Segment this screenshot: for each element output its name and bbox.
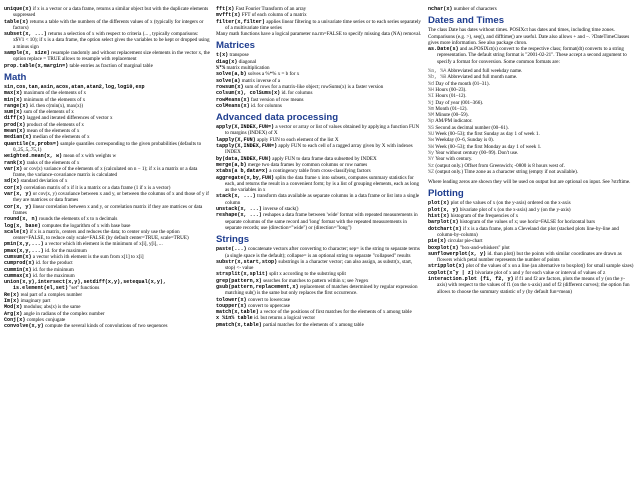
format-code: %H bbox=[428, 86, 435, 93]
entry-description: Second as decimal number (00–61). bbox=[434, 124, 509, 131]
function-signature: strsplit(x,split) bbox=[216, 271, 268, 278]
entry-description: product of the elements of x bbox=[25, 121, 84, 128]
function-signature: solve(a,b) bbox=[216, 71, 247, 78]
entry-description: id. than plot() but the points with similar coordinates are drawn as flowers which petal number represents the number of points bbox=[437, 250, 622, 264]
format-code: %w bbox=[428, 137, 435, 144]
function-signature: gsub(pattern,replacement,x) bbox=[216, 283, 299, 290]
note-paragraph: Where leading zeros are shown they will be used on output but are optional on input. See ?strftime. bbox=[428, 179, 631, 186]
entry-description: table entries as fraction of marginal table bbox=[68, 62, 153, 69]
function-signature: Arg(x) bbox=[4, 310, 23, 317]
entry-description: Fast Fourier Transform of an array bbox=[234, 6, 307, 12]
function-entry bbox=[216, 259, 422, 272]
entry-description: mean of the elements of x bbox=[25, 128, 80, 135]
format-code: %p bbox=[428, 118, 435, 125]
entry-description: Week (00–53); the first Sunday as day 1 of week 1. bbox=[434, 131, 540, 138]
paragraph: Many math functions have a logical parameter na.rm=FALSE to specify missing data (NA) removal. bbox=[216, 31, 422, 38]
function-signature: Mod(x) bbox=[4, 304, 23, 311]
function-entry bbox=[216, 143, 422, 156]
function-signature: plot(x, y) bbox=[428, 206, 459, 213]
entry-description: id. for the maximum bbox=[43, 247, 87, 254]
format-code: %y bbox=[428, 149, 435, 156]
function-entry bbox=[216, 284, 422, 297]
entry-description: histogram of the values of x; use horiz=FALSE for horizontal bars bbox=[458, 219, 596, 226]
entry-description: if x is a vector or a data frame, returns a similar object but with the duplicate elements suppressed bbox=[13, 6, 209, 19]
entry-description: bivariate plot of x and y for each value or interval of values of z bbox=[473, 269, 606, 276]
column-1 bbox=[4, 6, 210, 330]
function-signature: match(x,table) bbox=[216, 309, 259, 316]
function-signature: hist(x) bbox=[428, 213, 450, 220]
function-signature: substr(x,start,stop) bbox=[216, 258, 278, 265]
entry-description: fast version of row means bbox=[249, 96, 304, 103]
function-signature: subset(x, ...) bbox=[4, 31, 47, 38]
entry-description: solves a %*% x = b for x bbox=[246, 71, 300, 78]
function-signature: stack(x, ...) bbox=[216, 193, 256, 200]
entry-description: a vector which ith element is the sum from x[1] to x[i] bbox=[31, 253, 144, 260]
function-signature: colMeans(x) bbox=[216, 102, 250, 109]
entry-description: AM/PM indicator. bbox=[434, 118, 473, 125]
paragraph: The class Date has dates without times. POSIXct has dates and times, including time zones. Comparisons (e.g. >), seq(), and difftime() are useful. Date also allows + and −. ?DateTimeClasses gives more information. See also package chron. bbox=[428, 27, 630, 46]
entry-description: diagonal bbox=[237, 58, 257, 65]
function-signature: coplot(x˜y | z) bbox=[428, 269, 474, 276]
entry-description: complex conjugate bbox=[25, 316, 66, 323]
entry-description: a vector of the positions of first matches for the elements of x among table bbox=[258, 309, 412, 316]
format-code: %S bbox=[428, 124, 435, 131]
function-signature: interaction.plot (f1, f2, y) bbox=[428, 275, 514, 282]
entry-description: histogram of the frequencies of x bbox=[449, 213, 519, 220]
entry-description: if x is a matrix, centers and reduces the data; to center only use the option center=FALSE, to reduce only scale=FALSE (by default center=TRUE, scale=TRUE) bbox=[13, 228, 189, 242]
function-signature: plot(x) bbox=[428, 200, 450, 207]
function-signature: sum(x) bbox=[4, 109, 23, 116]
function-signature: aggregate(x,by,FUN) bbox=[216, 174, 275, 181]
function-signature: merge(a,b) bbox=[216, 161, 247, 168]
function-signature: lapply(X,FUN) bbox=[216, 136, 256, 143]
entry-description: splits the data frame x into subsets, computes summary statistics for each, and returns the result in a convenient form; by is a list of grouping elements, each as long as the variables in x bbox=[225, 174, 420, 194]
entry-description: returns a table with the numbers of the differents values of x (typically for integers or factors) bbox=[13, 18, 204, 31]
entry-description: standard deviation of x bbox=[19, 178, 68, 185]
section-heading: Advanced data processing bbox=[216, 112, 339, 124]
function-entry bbox=[4, 31, 210, 50]
function-signature: grep(pattern,x) bbox=[216, 277, 262, 284]
function-signature: mvfft(x) bbox=[216, 12, 241, 19]
function-signature: max(x) bbox=[4, 90, 23, 97]
entry-description: median of the elements of x bbox=[31, 134, 90, 141]
function-signature: stripplot(x) bbox=[428, 263, 465, 270]
entry-description: returns a selection of x with respect to criteria (... , typically comparisons: x$V1 < 10); if x is a data frame, the option select gives the variables to be kept or dropped using a minus sign bbox=[13, 31, 210, 50]
function-signature: rowMeans(x) bbox=[216, 96, 250, 103]
function-signature: x %in% table bbox=[216, 315, 253, 322]
function-signature: pmax(x,y,...) bbox=[4, 247, 44, 254]
function-signature: diag(x) bbox=[216, 58, 238, 65]
function-signature: cumsum(x) bbox=[4, 253, 32, 260]
entry-description: Week (00–53); the first Monday as day 1 of week 1. bbox=[434, 143, 542, 150]
section-heading: Math bbox=[4, 71, 27, 83]
format-item bbox=[428, 169, 634, 175]
entry-description: id. then c(min(x), max(x)) bbox=[28, 102, 84, 109]
entry-description: minimum of the elements of x bbox=[22, 96, 86, 103]
function-signature: log(x, base) bbox=[4, 222, 41, 229]
entry-description: convert to lowercase bbox=[246, 296, 290, 303]
entry-description: if x is a data frame, plots a Cleveland dot plot (stacked plots line-by-line and column-by-column) bbox=[437, 225, 619, 238]
entry-description: Weekday (0–6, Sunday is 0). bbox=[434, 137, 495, 144]
function-entry bbox=[216, 212, 422, 231]
entry-description: id. but returns a logical vector bbox=[252, 315, 316, 322]
function-signature: prod(x) bbox=[4, 121, 26, 128]
function-entry bbox=[4, 279, 210, 292]
entry-description: rounds the elements of x to n decimals bbox=[37, 216, 118, 223]
entry-description: id. for columns bbox=[280, 90, 313, 97]
function-entry bbox=[4, 204, 210, 217]
entry-description: or cov(x, y) covariance between x and y, or between the columns of x and those of y if they are matrices or data frames bbox=[13, 191, 209, 204]
format-code: %a, %A bbox=[428, 68, 447, 75]
function-signature: filter(x,filter) bbox=[216, 18, 265, 25]
entry-description: computes the logarithm of x with base base bbox=[40, 222, 131, 229]
function-entry bbox=[216, 19, 422, 32]
function-entry bbox=[4, 229, 210, 242]
entry-description: partial matches for the elements of x among table bbox=[261, 321, 364, 328]
function-signature: unique(x) bbox=[4, 6, 32, 12]
function-signature: sunflowerplot(x, y) bbox=[428, 250, 487, 257]
entry-description: sum of rows for a matrix-like object; rowSums(x) is a faster version bbox=[243, 83, 384, 90]
format-code: %W bbox=[428, 143, 435, 150]
entry-description: transform data available as separate columns in a data frame or list into a single column bbox=[225, 193, 420, 206]
entry-description: Hours (00–23). bbox=[434, 86, 467, 93]
function-signature: round(x, n) bbox=[4, 216, 38, 223]
entry-description: imaginary part bbox=[19, 298, 51, 305]
entry-description: matrix multiplication bbox=[225, 65, 270, 72]
function-signature: scale(x) bbox=[4, 228, 29, 235]
entry-description: compute the several kinds of convolutions of two sequences bbox=[43, 323, 168, 330]
format-code: %M bbox=[428, 112, 435, 119]
function-signature: Re(x) bbox=[4, 291, 20, 298]
entry-description: Month (01–12). bbox=[434, 105, 468, 112]
function-entry bbox=[428, 46, 634, 65]
format-code: %U bbox=[428, 131, 435, 138]
section-heading: Dates and Times bbox=[428, 15, 505, 27]
function-signature: colsum(x), colSums(x) bbox=[216, 90, 281, 97]
format-code: %m bbox=[428, 105, 435, 112]
function-signature: by(data,INDEX,FUN) bbox=[216, 155, 272, 162]
function-signature: Conj(x) bbox=[4, 316, 26, 323]
entry-description: apply FUN to each element of the list X bbox=[255, 136, 339, 143]
entry-description: searches for matches to pattern within x; see ?regex bbox=[261, 277, 369, 284]
function-signature: pmin(x,y,...) bbox=[4, 241, 44, 248]
section-heading: Strings bbox=[216, 234, 250, 246]
function-signature: rowsum(x) bbox=[216, 83, 244, 90]
entry-description: id. for the product bbox=[34, 260, 73, 267]
function-signature: var(x) bbox=[4, 165, 23, 172]
entry-description: angle in radians of the complex number bbox=[22, 310, 105, 317]
function-signature: prop.table(x,margin=) bbox=[4, 62, 69, 69]
function-signature: tolower(x) bbox=[216, 296, 247, 303]
function-signature: diff(x) bbox=[4, 115, 26, 122]
column-3 bbox=[428, 6, 634, 295]
function-signature: solve(a) bbox=[216, 77, 241, 84]
entry-description: Minute (00–59). bbox=[434, 112, 469, 119]
entry-description: reshapes a data frame between 'wide' format with repeated measurements in separate columns of the same record and 'long' format with the repeated measurements in separate records; use (direction="wide") or (direction="long") bbox=[225, 212, 418, 231]
entry-description: mean of x with weights w bbox=[62, 153, 117, 160]
entry-description: linear correlation between x and y, or correlation matrix if they are matrices or data frames bbox=[13, 203, 203, 216]
entry-description: plot of the values of x on a line (an alternative to boxplot() for small sample sizes) bbox=[464, 263, 634, 270]
function-signature: dotchart(x) bbox=[428, 225, 462, 232]
entry-description: or cov(x) variance of the elements of x (calculated on n − 1); if x is a matrix or a data frame, the variance-covariance matrix is calculated bbox=[13, 165, 198, 179]
function-signature: mean(x) bbox=[4, 128, 26, 135]
function-entry bbox=[216, 193, 422, 206]
entry-description: "set" functions bbox=[68, 285, 100, 292]
entry-description: applies linear filtering to a univariate time series or to each series separately of a multivariate time series bbox=[225, 18, 421, 31]
function-signature: unstack(x, ...) bbox=[216, 206, 262, 213]
format-code: %b, %B bbox=[428, 74, 447, 81]
entry-description: Abbreviated and full month name. bbox=[446, 74, 518, 81]
column-2 bbox=[216, 6, 422, 328]
function-entry bbox=[428, 276, 634, 295]
format-code: %j bbox=[428, 99, 435, 106]
format-code: %I bbox=[428, 93, 435, 100]
function-signature: cumprod(x) bbox=[4, 260, 35, 267]
function-signature: paste(...) bbox=[216, 246, 247, 253]
function-signature: Im(x) bbox=[4, 298, 20, 305]
function-signature: toupper(x) bbox=[216, 302, 247, 309]
entry-description: resample randomly and without replacement size elements in the vector x, the option replace = TRUE allows to resample with replacement bbox=[13, 50, 210, 63]
function-signature: rank(x) bbox=[4, 159, 26, 166]
entry-description: sum of the elements of x bbox=[22, 109, 74, 116]
entry-description: Day of the month (01–31). bbox=[434, 80, 490, 87]
function-signature: fft(x) bbox=[216, 6, 235, 12]
function-signature: sample(x, size) bbox=[4, 50, 50, 57]
function-entry bbox=[4, 141, 210, 154]
entry-description: split x according to the substring split bbox=[267, 271, 346, 278]
function-entry bbox=[216, 103, 422, 109]
function-signature: t(x) bbox=[216, 52, 229, 59]
entry-description: apply FUN to each cell of a ragged array given by X with indexes INDEX bbox=[225, 143, 413, 156]
function-signature: cor(x, y) bbox=[4, 203, 32, 210]
function-entry bbox=[4, 6, 210, 19]
function-entry bbox=[428, 6, 634, 12]
function-entry bbox=[428, 251, 634, 264]
entry-description: Year without century (00–99). Don't use. bbox=[434, 149, 519, 156]
entry-description: (output only.) Offset from Greenwich; -0800 is 8 hours west of. bbox=[434, 162, 565, 169]
entry-description: correlation matrix of x if it is a matrix or a data frame (1 if x is a vector) bbox=[22, 184, 171, 191]
function-signature: nchar(x) bbox=[428, 6, 453, 12]
entry-description: sample quantiles corresponding to the given probabilities (defaults to 0,.25,.5,.75,1) bbox=[13, 140, 202, 153]
function-entry bbox=[4, 63, 210, 69]
entry-description: apply FUN to data frame data subsetted by INDEX bbox=[271, 155, 377, 162]
function-signature: sin,cos,tan,asin,acos,atan,atan2,log,log10,exp bbox=[4, 83, 145, 90]
entry-description: "box-and-whiskers" plot bbox=[458, 244, 510, 251]
entry-description: number of characters bbox=[452, 6, 497, 12]
function-signature: pmatch(x,table) bbox=[216, 321, 262, 328]
entry-description: transpose bbox=[228, 52, 249, 59]
function-entry bbox=[216, 322, 422, 328]
function-signature: reshape(x, ...) bbox=[216, 212, 262, 219]
function-signature: %*% bbox=[216, 65, 226, 72]
entry-description: id. for the maximum bbox=[31, 272, 75, 279]
entry-description: Year with century. bbox=[434, 156, 473, 163]
function-signature: as.Date(s) bbox=[428, 46, 459, 53]
function-entry bbox=[216, 246, 422, 259]
function-signature: convolve(x,y) bbox=[4, 323, 44, 330]
entry-description: maximum of the elements of x bbox=[22, 90, 87, 97]
function-entry bbox=[216, 175, 422, 194]
entry-description: a vector or array or list of values obtained by applying a function FUN to margins (INDEX) of X bbox=[225, 124, 420, 137]
format-code: %z bbox=[428, 162, 435, 169]
entry-description: matrix inverse of a bbox=[240, 77, 281, 84]
function-signature: apply(X,INDEX,FUN=) bbox=[216, 124, 275, 131]
entry-description: ranks of the elements of x bbox=[25, 159, 80, 166]
entry-description: a vector which ith element is the minimum of x[i], y[i], ... bbox=[43, 241, 163, 248]
function-signature: range(x) bbox=[4, 102, 29, 109]
entry-description: id. for the minimum bbox=[31, 266, 74, 273]
function-signature: weighted.mean(x, w) bbox=[4, 153, 63, 160]
function-entry bbox=[216, 124, 422, 137]
format-code: %Z bbox=[428, 168, 435, 175]
entry-description: substrings in a character vector; can also assign, as substr(x, start, stop) <- value bbox=[225, 258, 413, 272]
section-heading: Plotting bbox=[428, 188, 464, 200]
entry-description: a contingency table from cross-classifying factors bbox=[267, 168, 371, 175]
entry-description: Abbreviated and full weekday name. bbox=[446, 68, 523, 75]
function-entry bbox=[4, 191, 210, 204]
function-signature: table(x) bbox=[4, 18, 29, 25]
function-signature: cummin(x) bbox=[4, 266, 32, 273]
entry-description: inverse of stack() bbox=[261, 206, 299, 213]
entry-description: concatenate vectors after converting to character; sep= is the string to separate terms (a single space is the default); collapse= is an optional string to separate "collapsed" results bbox=[225, 246, 420, 259]
entry-description: convert to uppercase bbox=[246, 302, 290, 309]
function-signature: union(x,y),intersect(x,y),setdiff(x,y),setequal(x,y), is.element(el,set) bbox=[4, 279, 167, 292]
function-signature: barplot(x) bbox=[428, 219, 459, 226]
entry-description: and as.POSIXct(s) convert to the respective class; format(dt) converts to a string representation. The default string format is "2001-02-21". These accept a second argument to specify a format for conversion. Some common formats are: bbox=[437, 46, 627, 65]
entry-description: (output only.) Time zone as a character string (empty if not available). bbox=[434, 168, 579, 175]
function-signature: cummax(x) bbox=[4, 272, 32, 279]
entry-description: id. for columns bbox=[249, 102, 282, 109]
function-signature: min(x) bbox=[4, 96, 23, 103]
entry-description: replacement of matches determined by regular expression matching sub() is the same but only replaces the first occurrence. bbox=[225, 283, 418, 297]
format-code: %d bbox=[428, 80, 435, 87]
entry-description: real part of a complex number bbox=[19, 291, 83, 298]
function-signature: pie(x) bbox=[428, 238, 447, 245]
entry-description: FFT of each column of a matrix bbox=[240, 12, 307, 19]
entry-description: merge two data frames by common columns or row names bbox=[246, 161, 368, 168]
function-signature: xtabs(a b,data=x) bbox=[216, 168, 268, 175]
entry-description: if f1 and f2 are factors, plots the means of y (on the y-axis) with respect to the values of f1 (on the x-axis) and of f2 (different curves); the option fun allows to choose the summary statistic of y (by default fun=mean) bbox=[437, 275, 630, 295]
entry-description: plot of the values of x (on the y-axis) ordered on the x-axis bbox=[449, 200, 571, 207]
entry-description: circular pie-chart bbox=[446, 238, 483, 245]
entry-description: Day of year (001–366). bbox=[434, 99, 484, 106]
function-signature: quantile(x,probs=) bbox=[4, 140, 60, 147]
function-signature: var(x, y) bbox=[4, 191, 32, 198]
function-entry bbox=[4, 166, 210, 179]
entry-description: lagged and iterated differences of vector x bbox=[25, 115, 113, 122]
function-entry bbox=[428, 226, 634, 239]
section-heading: Matrices bbox=[216, 40, 255, 52]
entry-description: Hours (01–12). bbox=[434, 93, 467, 100]
format-code: %Y bbox=[428, 156, 435, 163]
function-signature: sd(x) bbox=[4, 178, 20, 185]
function-entry bbox=[4, 323, 210, 329]
entry-description: bivariate plot of x (on the x-axis) and y (on the y-axis) bbox=[458, 206, 571, 213]
function-signature: median(x) bbox=[4, 134, 32, 141]
function-signature: tapply(X,INDEX,FUN=) bbox=[216, 143, 278, 150]
function-entry bbox=[4, 50, 210, 63]
function-signature: cor(x) bbox=[4, 184, 23, 191]
entry-description: modulus; abs(x) is the same bbox=[22, 304, 81, 311]
function-signature: boxplot(x) bbox=[428, 244, 459, 251]
function-entry bbox=[4, 19, 210, 32]
